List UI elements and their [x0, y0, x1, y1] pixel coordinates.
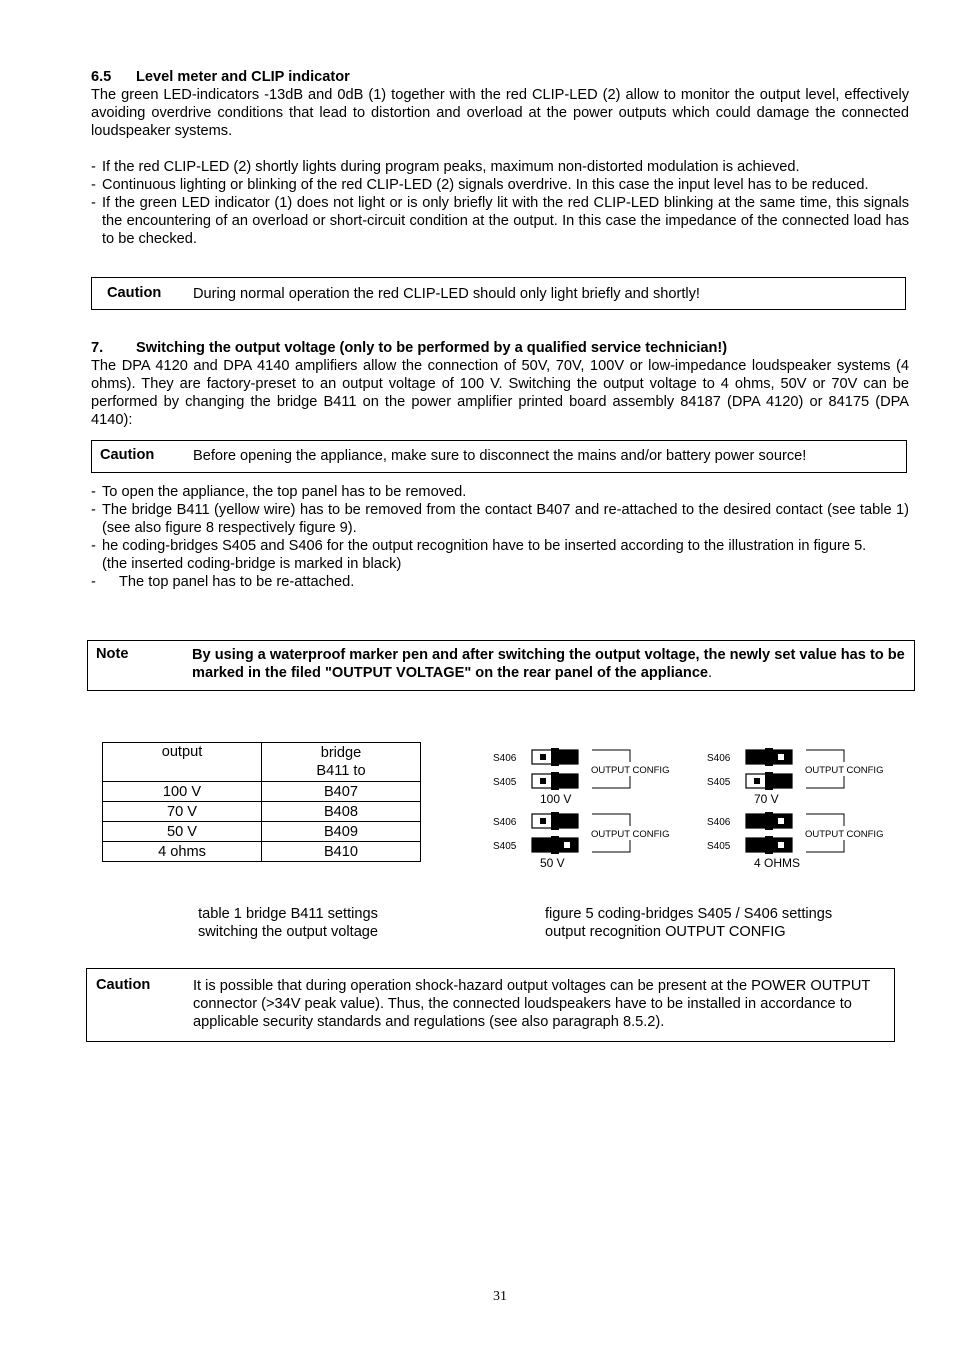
- bracket-top: [592, 814, 630, 826]
- table-header-cell: output: [103, 743, 262, 782]
- section-title: Level meter and CLIP indicator: [136, 69, 350, 85]
- label-s406: S406: [707, 753, 731, 764]
- list-item-note: (the inserted coding-bridge is marked in black): [102, 556, 402, 572]
- coding-panel: [707, 812, 883, 870]
- caution-box-shock: [86, 968, 895, 1042]
- list-item: - To open the appliance, the top panel has to be removed.: [91, 484, 467, 500]
- coding-panel: [493, 812, 669, 870]
- caution-text: During normal operation the red CLIP-LED should only light briefly and shortly!: [193, 286, 700, 302]
- bridge-settings-table: [102, 742, 421, 862]
- jumper-s406: [746, 748, 792, 766]
- note-label: Note: [96, 646, 129, 662]
- note-text: By using a waterproof marker pen and after switching the output voltage, the newly set value has to be marked in the filed "OUTPUT VOLTAGE" on the rear panel of the appliance.: [192, 647, 905, 681]
- list-item: - If the red CLIP-LED (2) shortly lights during program peaks, maximum non-distorted modulation is achieved.: [91, 159, 800, 175]
- table-row: 70 V B408: [103, 802, 421, 822]
- section-6-5-body: The green LED-indicators -13dB and 0dB (1) together with the red CLIP-LED (2) allow to monitor the output level, effectively avoiding overdrive conditions that lead to distortion and overload at the power outputs which could damage the connected loudspeaker systems.: [91, 87, 909, 139]
- jumper-center: [765, 812, 773, 830]
- bracket-top: [592, 750, 630, 762]
- list-item: - If the green LED indicator (1) does not light or is only briefly lit with the red CLIP-LED blinking at the same time, this signals the encountering of an overload or short-circuit condition at the output. In this case the impedance of the connected load has to be checked.: [91, 195, 909, 247]
- section-6-5-list: [91, 158, 909, 248]
- jumper-center: [551, 748, 559, 766]
- jumper-center: [551, 812, 559, 830]
- label-s405: S405: [493, 841, 517, 852]
- section-number: 6.5: [91, 69, 112, 85]
- section-number: 7.: [91, 340, 104, 356]
- jumper-pin: [778, 818, 784, 824]
- list-item: - he coding-bridges S405 and S406 for the output recognition have to be inserted according to the illustration in figure 5.: [91, 538, 867, 554]
- jumper-s406: [532, 748, 578, 766]
- output-config-label: OUTPUT CONFIG: [591, 765, 670, 776]
- voltage-label: 4 OHMS: [754, 856, 801, 870]
- jumper-s405: [746, 772, 792, 790]
- caution-text: Before opening the appliance, make sure to disconnect the mains and/or battery power source!: [193, 448, 807, 464]
- label-s406: S406: [707, 817, 731, 828]
- table-row: 4 ohms B410: [103, 842, 421, 862]
- bracket-bottom: [806, 776, 844, 788]
- jumper-center: [765, 836, 773, 854]
- caution-text: It is possible that during operation shock-hazard output voltages can be present at the POWER OUTPUT connector (>34V peak value). Thus, the connected loudspeakers have to be installed in accordance to applicable security standards and regulations (see also paragraph 8.5.2).: [193, 978, 871, 1030]
- list-item: - The bridge B411 (yellow wire) has to be removed from the contact B407 and re-attached to the desired contact (see table 1) (see also figure 8 respectively figure 9).: [91, 502, 909, 536]
- list-item: - Continuous lighting or blinking of the red CLIP-LED (2) signals overdrive. In this case the input level has to be reduced.: [91, 177, 869, 193]
- output-config-label: OUTPUT CONFIG: [805, 765, 884, 776]
- coding-panel: [493, 748, 669, 806]
- label-s405: S405: [707, 777, 731, 788]
- jumper-pin: [540, 818, 546, 824]
- output-config-label: OUTPUT CONFIG: [591, 829, 670, 840]
- bracket-bottom: [806, 840, 844, 852]
- jumper-pin: [540, 778, 546, 784]
- jumper-pin: [564, 842, 570, 848]
- jumper-center: [765, 748, 773, 766]
- jumper-pin: [778, 842, 784, 848]
- bracket-top: [806, 814, 844, 826]
- bracket-bottom: [592, 776, 630, 788]
- caution-label: Caution: [96, 977, 151, 993]
- caution-label: Caution: [107, 285, 162, 301]
- table-row: 100 V B407: [103, 782, 421, 802]
- caution-label: Caution: [100, 447, 155, 463]
- caution-box-power: [91, 440, 907, 473]
- voltage-label: 50 V: [540, 856, 565, 870]
- jumper-center: [551, 836, 559, 854]
- jumper-pin: [754, 778, 760, 784]
- figure-5-caption: figure 5 coding-bridges S405 / S406 settings output recognition OUTPUT CONFIG: [545, 906, 833, 940]
- note-box: [87, 640, 915, 691]
- coding-panel: [707, 748, 883, 806]
- bracket-top: [806, 750, 844, 762]
- jumper-s405: [746, 836, 792, 854]
- voltage-label: 100 V: [540, 792, 572, 806]
- bracket-bottom: [592, 840, 630, 852]
- jumper-pin: [778, 754, 784, 760]
- section-title: Switching the output voltage (only to be performed by a qualified service technician!): [136, 340, 728, 356]
- jumper-center: [551, 772, 559, 790]
- jumper-s406: [532, 812, 578, 830]
- label-s405: S405: [707, 841, 731, 852]
- coding-bridges-figure: [480, 740, 900, 880]
- jumper-pin: [540, 754, 546, 760]
- jumper-s406: [746, 812, 792, 830]
- table-header-cell: bridge B411 to: [262, 743, 421, 782]
- list-item: - The top panel has to be re-attached.: [91, 574, 355, 590]
- jumper-s405: [532, 772, 578, 790]
- section-7-body: The DPA 4120 and DPA 4140 amplifiers allow the connection of 50V, 70V, 100V or low-impedance loudspeaker systems (4 ohms). They are factory-preset to an output voltage of 100 V. Switching the output voltage to 4 ohms, 50V or 70V can be performed by changing the bridge B411 on the power amplifier printed board assembly 84187 (DPA 4120) or 84175 (DPA 4140):: [91, 358, 909, 428]
- caution-box-clip: [91, 277, 906, 310]
- jumper-s405: [532, 836, 578, 854]
- label-s405: S405: [493, 777, 517, 788]
- voltage-label: 70 V: [754, 792, 779, 806]
- page-number: 31: [493, 1289, 507, 1304]
- section-7-list: [91, 483, 909, 591]
- jumper-center: [765, 772, 773, 790]
- output-config-label: OUTPUT CONFIG: [805, 829, 884, 840]
- section-6-5-heading: [91, 68, 909, 86]
- table-1-caption: table 1 bridge B411 settings switching the output voltage: [197, 906, 379, 940]
- table-row: 50 V B409: [103, 822, 421, 842]
- table-header-row: [103, 743, 421, 782]
- label-s406: S406: [493, 817, 517, 828]
- section-7-heading: [91, 339, 909, 357]
- label-s406: S406: [493, 753, 517, 764]
